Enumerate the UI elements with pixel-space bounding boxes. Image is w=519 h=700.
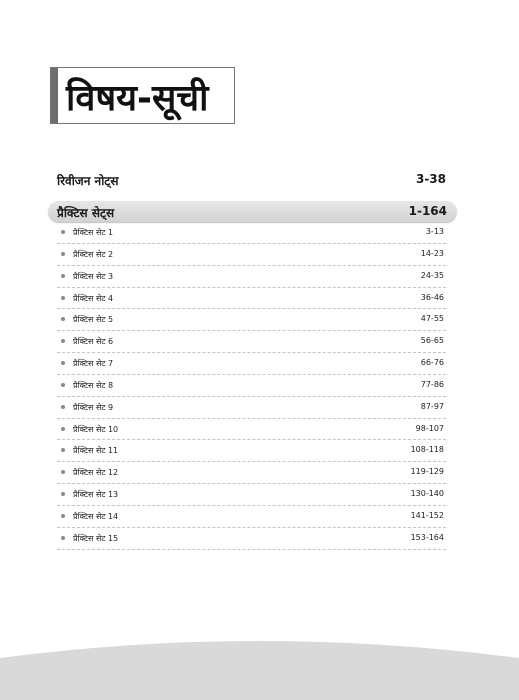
bullet-icon (61, 339, 65, 343)
entry-label: प्रैक्टिस सेट 11 (73, 446, 119, 456)
list-item[interactable] (57, 397, 446, 419)
bullet-icon (61, 448, 65, 452)
title-accent-bar (51, 68, 58, 123)
entry-pages: 56-65 (420, 336, 444, 346)
entry-label: प्रैक्टिस सेट 15 (73, 533, 119, 543)
list-item[interactable] (57, 440, 446, 462)
entry-label: प्रैक्टिस सेट 3 (73, 271, 114, 281)
list-item[interactable] (57, 331, 446, 353)
list-item[interactable] (57, 462, 446, 484)
list-item[interactable] (57, 419, 446, 441)
practice-sets-pages: 1-164 (408, 204, 447, 218)
practice-sets-header[interactable] (48, 201, 457, 222)
revision-notes-pages: 3-38 (415, 172, 446, 186)
entry-label: प्रैक्टिस सेट 6 (73, 337, 114, 347)
list-item[interactable] (57, 528, 446, 550)
entry-pages: 108-118 (410, 445, 444, 455)
list-item[interactable] (57, 506, 446, 528)
entry-label: प्रैक्टिस सेट 9 (73, 402, 114, 412)
entry-pages: 77-86 (420, 379, 444, 389)
entry-label: प्रैक्टिस सेट 8 (73, 380, 114, 390)
list-item[interactable] (57, 222, 446, 244)
list-item[interactable] (57, 484, 446, 506)
entry-pages: 3-13 (425, 227, 444, 236)
list-item[interactable] (57, 309, 446, 331)
list-item[interactable] (57, 266, 446, 288)
revision-notes-label: रिवीजन नोट्स (57, 174, 119, 188)
list-item[interactable] (57, 353, 446, 375)
entry-pages: 153-164 (410, 532, 444, 542)
entry-label: प्रैक्टिस सेट 7 (73, 359, 114, 369)
bullet-icon (61, 252, 65, 256)
entry-pages: 36-46 (420, 292, 444, 302)
entry-label: प्रैक्टिस सेट 10 (73, 424, 119, 434)
list-item[interactable] (57, 244, 446, 266)
bullet-icon (61, 405, 65, 409)
bullet-icon (61, 296, 65, 300)
bullet-icon (61, 536, 65, 540)
entry-pages: 130-140 (410, 489, 444, 499)
entry-label: प्रैक्टिस सेट 5 (73, 315, 114, 325)
entry-pages: 141-152 (410, 510, 444, 520)
bullet-icon (61, 383, 65, 387)
entry-label: प्रैक्टिस सेट 1 (73, 228, 114, 237)
list-item[interactable] (57, 375, 446, 397)
bottom-swoosh-decoration (0, 630, 519, 700)
entry-label: प्रैक्टिस सेट 12 (73, 468, 119, 478)
entry-label: प्रैक्टिस सेट 4 (73, 293, 114, 303)
entry-pages: 98-107 (415, 423, 444, 433)
list-item[interactable] (57, 288, 446, 310)
title-box (50, 67, 235, 124)
practice-sets-label: प्रैक्टिस सेट्स (57, 206, 115, 220)
entry-pages: 47-55 (420, 314, 444, 324)
bullet-icon (61, 230, 65, 234)
bullet-icon (61, 427, 65, 431)
entry-pages: 87-97 (420, 401, 444, 411)
revision-notes-row[interactable] (57, 172, 446, 190)
entry-label: प्रैक्टिस सेट 2 (73, 249, 114, 259)
entry-pages: 66-76 (420, 358, 444, 368)
bullet-icon (61, 492, 65, 496)
entry-pages: 119-129 (410, 467, 444, 477)
entry-label: प्रैक्टिस सेट 13 (73, 490, 119, 500)
bullet-icon (61, 514, 65, 518)
entry-pages: 24-35 (420, 270, 444, 280)
bullet-icon (61, 274, 65, 278)
bullet-icon (61, 317, 65, 321)
page-title: विषय-सूची (66, 78, 209, 119)
bullet-icon (61, 361, 65, 365)
practice-set-list (57, 222, 446, 550)
entry-label: प्रैक्टिस सेट 14 (73, 511, 119, 521)
entry-pages: 14-23 (420, 248, 444, 258)
bullet-icon (61, 470, 65, 474)
